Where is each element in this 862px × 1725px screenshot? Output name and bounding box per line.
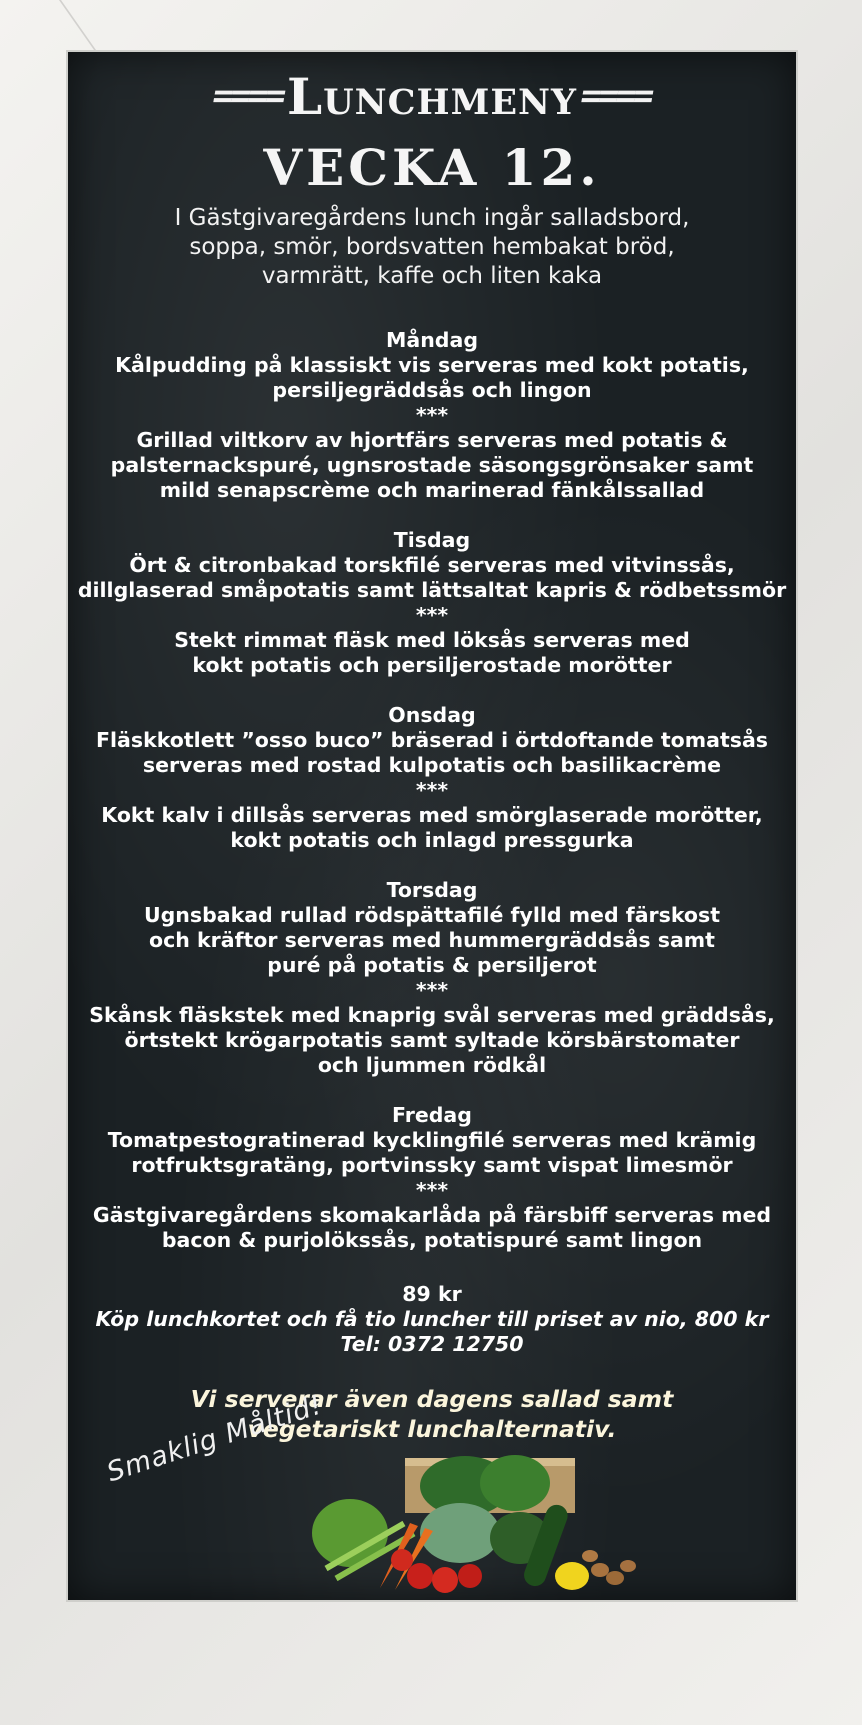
intro-line: I Gästgivaregårdens lunch ingår salladsbord, xyxy=(174,205,690,231)
intro-text xyxy=(68,204,796,291)
frame-corner xyxy=(9,0,103,60)
lunch-price: 89 kr xyxy=(402,1282,462,1306)
day-block-friday xyxy=(68,1103,796,1253)
dish-line: puré på potatis & persiljerot xyxy=(267,953,597,977)
week-heading: VECKA 12. xyxy=(263,138,601,197)
dish-line: bacon & purjolökssås, potatispuré samt lingon xyxy=(161,1228,703,1252)
intro-line: soppa, smör, bordsvatten hembakat bröd, xyxy=(189,234,675,260)
dish-line: Ört & citronbakad torskfilé serveras med vitvinssås, xyxy=(129,553,735,577)
closing-line: vegetariskt lunchalternativ. xyxy=(247,1415,617,1443)
day-block-monday xyxy=(68,328,796,503)
day-block-thursday xyxy=(68,878,796,1078)
weekly-menu xyxy=(68,328,796,1278)
tomato xyxy=(407,1563,433,1589)
dish-separator: *** xyxy=(415,403,449,427)
tomato xyxy=(391,1549,413,1571)
day-name: Torsdag xyxy=(386,878,478,902)
day-name: Onsdag xyxy=(388,703,476,727)
intro-line: varmrätt, kaffe och liten kaka xyxy=(261,263,603,289)
lunch-card-offer: Köp lunchkortet och få tio luncher till priset av nio, 800 kr xyxy=(95,1307,769,1331)
potato xyxy=(606,1571,624,1585)
dish-line: och ljummen rödkål xyxy=(317,1053,547,1077)
potato xyxy=(582,1550,598,1562)
dish-line: Fläskkotlett ”osso buco” bräserad i örtdoftande tomatsås xyxy=(96,728,768,752)
dish-line: rotfruktsgratäng, portvinssky samt vispat limesmör xyxy=(131,1153,733,1177)
vegetable-crate-illustration xyxy=(310,1448,670,1593)
dish-line: kokt potatis och inlagd pressgurka xyxy=(230,828,634,852)
day-block-wednesday xyxy=(68,703,796,853)
page-title: Lunchmeny xyxy=(287,66,577,126)
dish-line: Kokt kalv i dillsås serveras med smörglaserade morötter, xyxy=(101,803,763,827)
dish-line: Gästgivaregårdens skomakarlåda på färsbiff serveras med xyxy=(92,1203,772,1227)
title-row xyxy=(68,66,796,126)
dish-separator: *** xyxy=(415,603,449,627)
dish-line: persiljegräddsås och lingon xyxy=(272,378,592,402)
dish-line: dillglaserad småpotatis samt lättsaltat kapris & rödbetssmör xyxy=(77,578,787,602)
signature-text: Smaklig Måltid! xyxy=(103,1389,327,1489)
dish-line: mild senapscrème och marinerad fänkålssallad xyxy=(159,478,705,502)
day-name: Tisdag xyxy=(393,528,471,552)
closing-line: Vi serverar även dagens sallad samt xyxy=(190,1385,674,1413)
title-dashes-right: ==== xyxy=(577,76,655,116)
day-name: Måndag xyxy=(385,328,478,352)
dish-separator: *** xyxy=(415,978,449,1002)
dish-line: Grillad viltkorv av hjortfärs serveras med potatis & xyxy=(136,428,728,452)
dish-line: Kålpudding på klassiskt vis serveras med kokt potatis, xyxy=(115,353,749,377)
potato xyxy=(620,1560,636,1572)
dish-separator: *** xyxy=(415,1178,449,1202)
tomato xyxy=(432,1567,458,1593)
cabbage xyxy=(420,1503,500,1563)
dish-line: kokt potatis och persiljerostade morötter xyxy=(192,653,672,677)
lemon xyxy=(555,1562,589,1590)
dish-line: och kräftor serveras med hummergräddsås samt xyxy=(149,928,715,952)
tomato xyxy=(458,1564,482,1588)
dish-line: Stekt rimmat fläsk med löksås serveras med xyxy=(174,628,690,652)
dish-separator: *** xyxy=(415,778,449,802)
title-dashes-left: ==== xyxy=(209,76,287,116)
potato xyxy=(591,1563,609,1577)
dish-line: Ugnsbakad rullad rödspättafilé fylld med färskost xyxy=(143,903,721,927)
dish-line: palsternackspuré, ugnsrostade säsongsgrönsaker samt xyxy=(110,453,754,477)
day-block-tuesday xyxy=(68,528,796,678)
lettuce-leaves xyxy=(480,1455,550,1511)
dish-line: örtstekt krögarpotatis samt syltade körsbärstomater xyxy=(124,1028,740,1052)
dish-line: Skånsk fläskstek med knaprig svål serveras med gräddsås, xyxy=(89,1003,775,1027)
day-name: Fredag xyxy=(392,1103,472,1127)
dish-line: serveras med rostad kulpotatis och basilikacrème xyxy=(142,753,722,777)
pricing-block xyxy=(68,1282,796,1357)
phone-number: Tel: 0372 12750 xyxy=(340,1332,524,1356)
dish-line: Tomatpestogratinerad kycklingfilé serveras med krämig xyxy=(107,1128,757,1152)
